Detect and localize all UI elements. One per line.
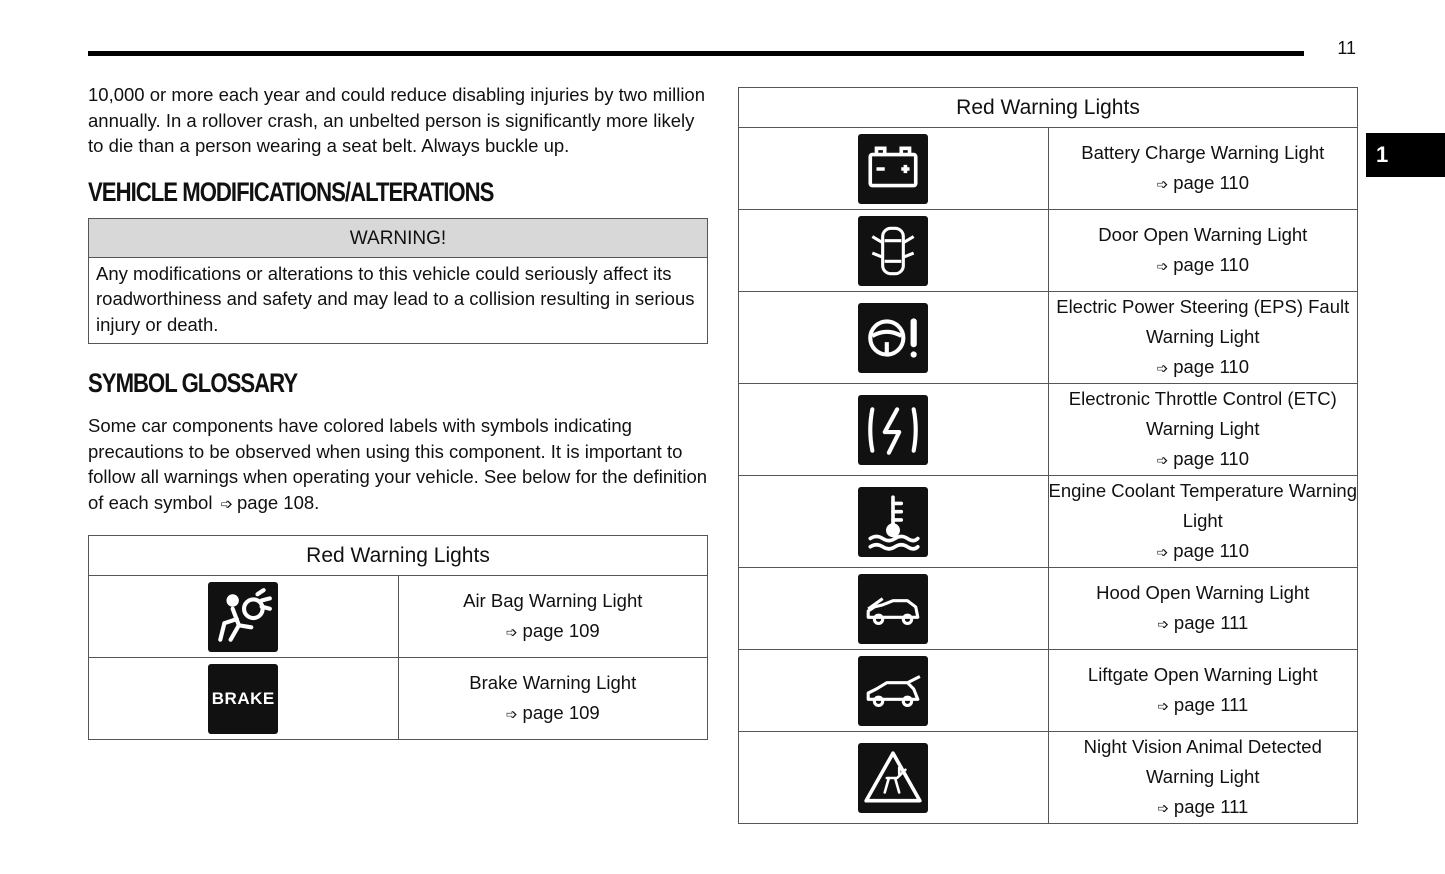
door-open-icon <box>858 216 928 286</box>
light-name: Brake Warning Light <box>469 672 637 693</box>
page-ref-text: page 110 <box>1173 172 1250 193</box>
table-row <box>739 650 1358 732</box>
table-row <box>739 476 1358 568</box>
page-ref-arrow-icon: ➩ <box>505 624 518 640</box>
page-ref-text: page 109 <box>522 620 600 641</box>
icon-cell <box>89 576 399 658</box>
light-name: Electric Power Steering (EPS) Fault Warning Light <box>1056 296 1350 347</box>
brake-icon-text: BRAKE <box>211 688 275 708</box>
page-ref[interactable] <box>399 616 708 647</box>
page-ref[interactable] <box>1049 352 1358 383</box>
page-ref-arrow-icon: ➩ <box>1157 698 1169 714</box>
icon-cell <box>739 650 1049 732</box>
heading-symbol-glossary: SYMBOL GLOSSARY <box>88 368 298 398</box>
table-row <box>739 210 1358 292</box>
air-bag-icon <box>208 582 278 652</box>
heading-vehicle-modifications: VEHICLE MODIFICATIONS/ALTERATIONS <box>88 176 494 207</box>
text-cell <box>1048 128 1358 210</box>
text-cell <box>1048 292 1358 384</box>
page-ref-arrow-icon: ➩ <box>505 706 518 722</box>
left-column <box>88 80 708 517</box>
page-ref-text: page 110 <box>1173 448 1250 469</box>
page-ref-text: page 110 <box>1173 356 1250 377</box>
right-table-title: Red Warning Lights <box>739 88 1358 128</box>
page-ref-arrow-icon: ➩ <box>1156 360 1169 376</box>
right-warning-table <box>738 87 1358 824</box>
glossary-page-ref[interactable]: page 108. <box>237 491 320 513</box>
page-ref-text: page 111 <box>1173 796 1249 817</box>
page-ref-text: page 111 <box>1173 694 1249 715</box>
page-ref[interactable] <box>1049 608 1358 639</box>
table-row <box>89 658 708 740</box>
page-ref[interactable] <box>399 698 708 729</box>
page-ref-arrow-icon: ➩ <box>1156 176 1169 192</box>
page-ref[interactable] <box>1049 690 1358 721</box>
light-name: Hood Open Warning Light <box>1096 582 1310 603</box>
page-ref-text: page 109 <box>522 702 600 723</box>
glossary-paragraph <box>88 413 708 517</box>
icon-cell <box>89 658 399 740</box>
page-ref-arrow-icon: ➩ <box>1156 544 1169 560</box>
top-rule <box>88 51 1304 56</box>
light-name: Battery Charge Warning Light <box>1081 142 1325 163</box>
page-ref[interactable] <box>1049 444 1358 475</box>
table-row <box>739 128 1358 210</box>
page-ref-arrow-icon: ➩ <box>220 495 234 513</box>
light-name: Engine Coolant Temperature Warning Light <box>1048 480 1358 531</box>
table-row <box>739 384 1358 476</box>
text-cell <box>1048 732 1358 824</box>
icon-cell <box>739 128 1049 210</box>
warning-box <box>88 218 708 345</box>
page-ref-arrow-icon: ➩ <box>1157 616 1169 632</box>
icon-cell <box>739 292 1049 384</box>
table-row <box>739 732 1358 824</box>
page-ref-text: page 111 <box>1173 612 1249 633</box>
intro-paragraph: 10,000 or more each year and could reduce disabling injuries by two million annually. In a rollover crash, an unbelted person is significantly more likely to die than a person wearing a seat belt. Always buckle up. <box>88 84 706 156</box>
left-warning-table <box>88 535 708 740</box>
chapter-tab-label: 1 <box>1376 142 1389 167</box>
text-cell <box>1048 650 1358 732</box>
left-table-title: Red Warning Lights <box>89 536 708 576</box>
page-ref-text: page 110 <box>1173 254 1250 275</box>
text-cell <box>398 576 708 658</box>
chapter-tab[interactable] <box>1366 133 1445 177</box>
brake-icon <box>208 664 278 734</box>
light-name: Electronic Throttle Control (ETC) Warning Light <box>1068 388 1337 439</box>
warning-title: WARNING! <box>89 219 707 258</box>
liftgate-open-icon <box>858 656 928 726</box>
light-name: Liftgate Open Warning Light <box>1087 664 1318 685</box>
icon-cell <box>739 384 1049 476</box>
text-cell <box>398 658 708 740</box>
light-name: Night Vision Animal Detected Warning Light <box>1083 736 1322 787</box>
light-name: Door Open Warning Light <box>1098 224 1308 245</box>
page-ref[interactable] <box>1049 792 1358 823</box>
page-ref-arrow-icon: ➩ <box>1156 452 1169 468</box>
icon-cell <box>739 476 1049 568</box>
glossary-text: Some car components have colored labels with symbols indicating precautions to be observed when using this component. It is important to follow all warnings when operating your vehicle. See below for the definition of each symbol <box>88 415 708 513</box>
table-row <box>739 568 1358 650</box>
warning-body: Any modifications or alterations to this vehicle could seriously affect its roadworthiness and safety and may lead to a collision resulting in serious injury or death. <box>96 262 695 335</box>
text-cell <box>1048 210 1358 292</box>
steering-fault-icon <box>858 303 928 373</box>
coolant-temperature-icon <box>858 487 928 557</box>
light-name: Air Bag Warning Light <box>463 590 643 611</box>
page-ref-arrow-icon: ➩ <box>1157 800 1169 816</box>
table-row <box>89 576 708 658</box>
icon-cell <box>739 732 1049 824</box>
throttle-control-icon <box>858 395 928 465</box>
battery-icon <box>858 134 928 204</box>
icon-cell <box>739 210 1049 292</box>
icon-cell <box>739 568 1049 650</box>
animal-detected-icon <box>858 743 928 813</box>
text-cell <box>1048 384 1358 476</box>
text-cell <box>1048 476 1358 568</box>
page-ref-arrow-icon: ➩ <box>1156 258 1169 274</box>
page-ref-text: page 110 <box>1173 540 1250 561</box>
page-ref[interactable] <box>1049 168 1358 199</box>
page-ref[interactable] <box>1049 250 1358 281</box>
table-row <box>739 292 1358 384</box>
hood-open-icon <box>858 574 928 644</box>
text-cell <box>1048 568 1358 650</box>
page-ref[interactable] <box>1049 536 1358 567</box>
page-number: 11 <box>1337 38 1356 58</box>
